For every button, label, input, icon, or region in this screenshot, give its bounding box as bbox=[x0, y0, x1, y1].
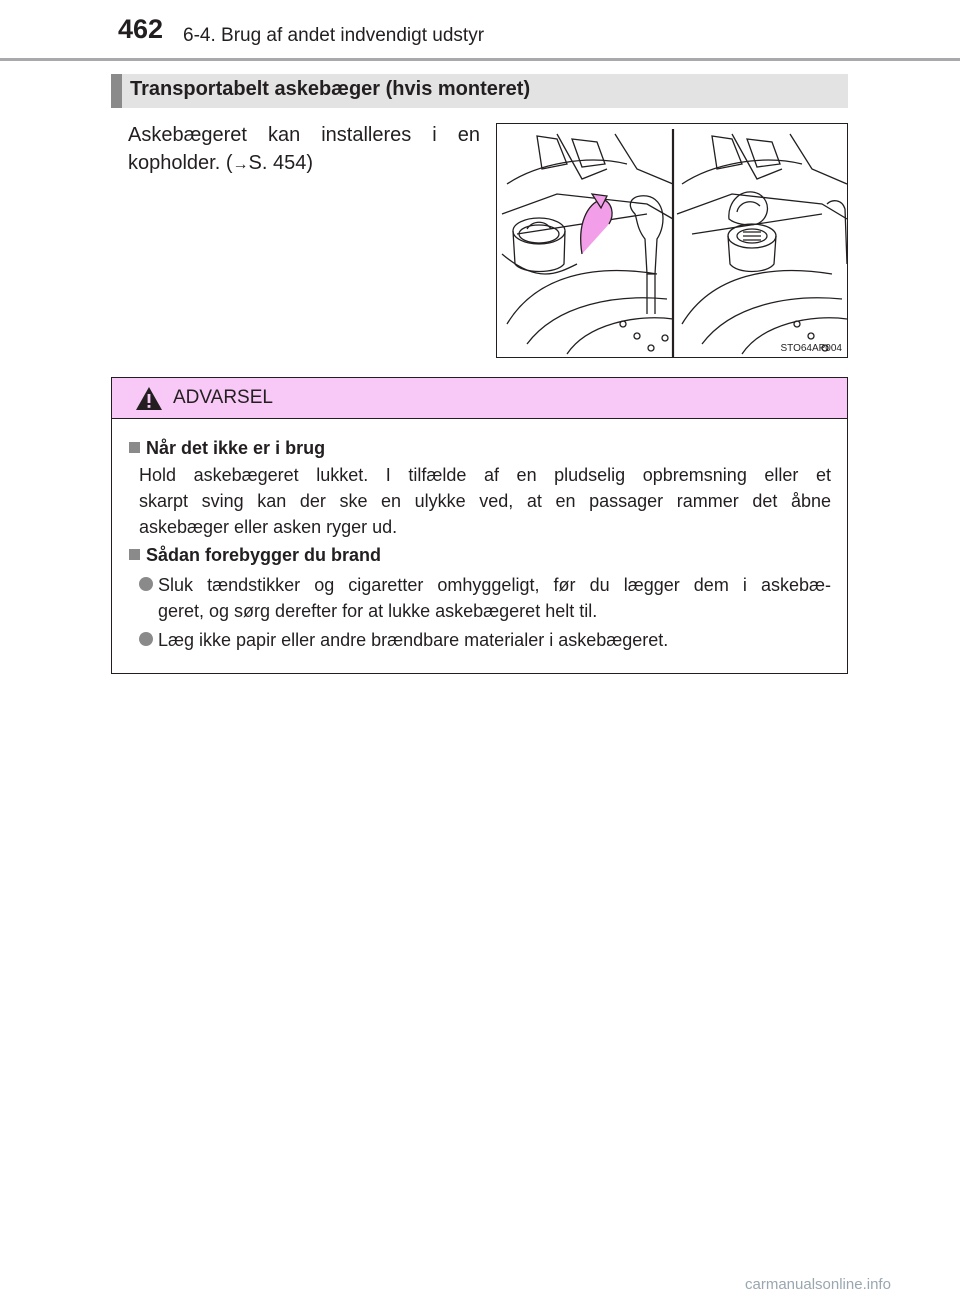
square-bullet-icon bbox=[129, 442, 140, 453]
page-header bbox=[0, 0, 960, 62]
warning-heading-fire-prevention: Sådan forebygger du brand bbox=[129, 545, 381, 566]
intro-text bbox=[128, 121, 480, 179]
warning-box: ADVARSEL Når det ikke er i brug Hold askebægeret lukket. I tilfælde af en pludselig opbremsning eller et skarpt sving kan der ske en ulykke ved, at en passager rammer det åbne askebæger eller asken ryger ud. Sådan forebygger du brand Sluk tændstikker og cigaretter omhyggeligt, før du lægger dem i askebæ- geret, og sørg derefter for at lukke askebægeret helt til. Læg ikke papir eller andre brændbare materialer i askebægeret. bbox=[111, 377, 848, 674]
header-rule bbox=[0, 58, 960, 61]
round-bullet-icon bbox=[139, 632, 153, 646]
square-bullet-icon bbox=[129, 549, 140, 560]
intro-line-2: kopholder. (→S. 454) bbox=[128, 152, 313, 174]
warning-triangle-icon bbox=[135, 386, 163, 411]
ashtray-drawing bbox=[497, 124, 847, 357]
ashtray-illustration bbox=[496, 123, 848, 358]
figure-code: STO64AP004 bbox=[780, 343, 842, 354]
page-reference-link[interactable]: S. 454) bbox=[248, 152, 313, 174]
round-bullet-icon bbox=[139, 577, 153, 591]
warning-header bbox=[112, 378, 847, 419]
chapter-title: 6-4. Brug af andet indvendigt udstyr bbox=[183, 25, 485, 46]
warning-paragraph-not-in-use: Hold askebægeret lukket. I tilfælde af en pludselig opbremsning eller et skarpt sving kan der ske en ulykke ved, at en passager rammer det åbne askebæger eller asken ryger ud. bbox=[139, 465, 831, 537]
section-heading-bar bbox=[111, 74, 848, 108]
section-accent bbox=[111, 74, 122, 108]
intro-line-1: Askebægeret kan installeres i en bbox=[128, 124, 480, 146]
watermark: carmanualsonline.info bbox=[745, 1276, 891, 1293]
section-title: Transportabelt askebæger (hvis monteret) bbox=[130, 78, 531, 100]
warning-heading-not-in-use: Når det ikke er i brug bbox=[129, 438, 325, 459]
reference-arrow-icon: → bbox=[232, 156, 249, 173]
warning-title: ADVARSEL bbox=[173, 387, 273, 408]
page-number: 462 bbox=[118, 14, 164, 44]
